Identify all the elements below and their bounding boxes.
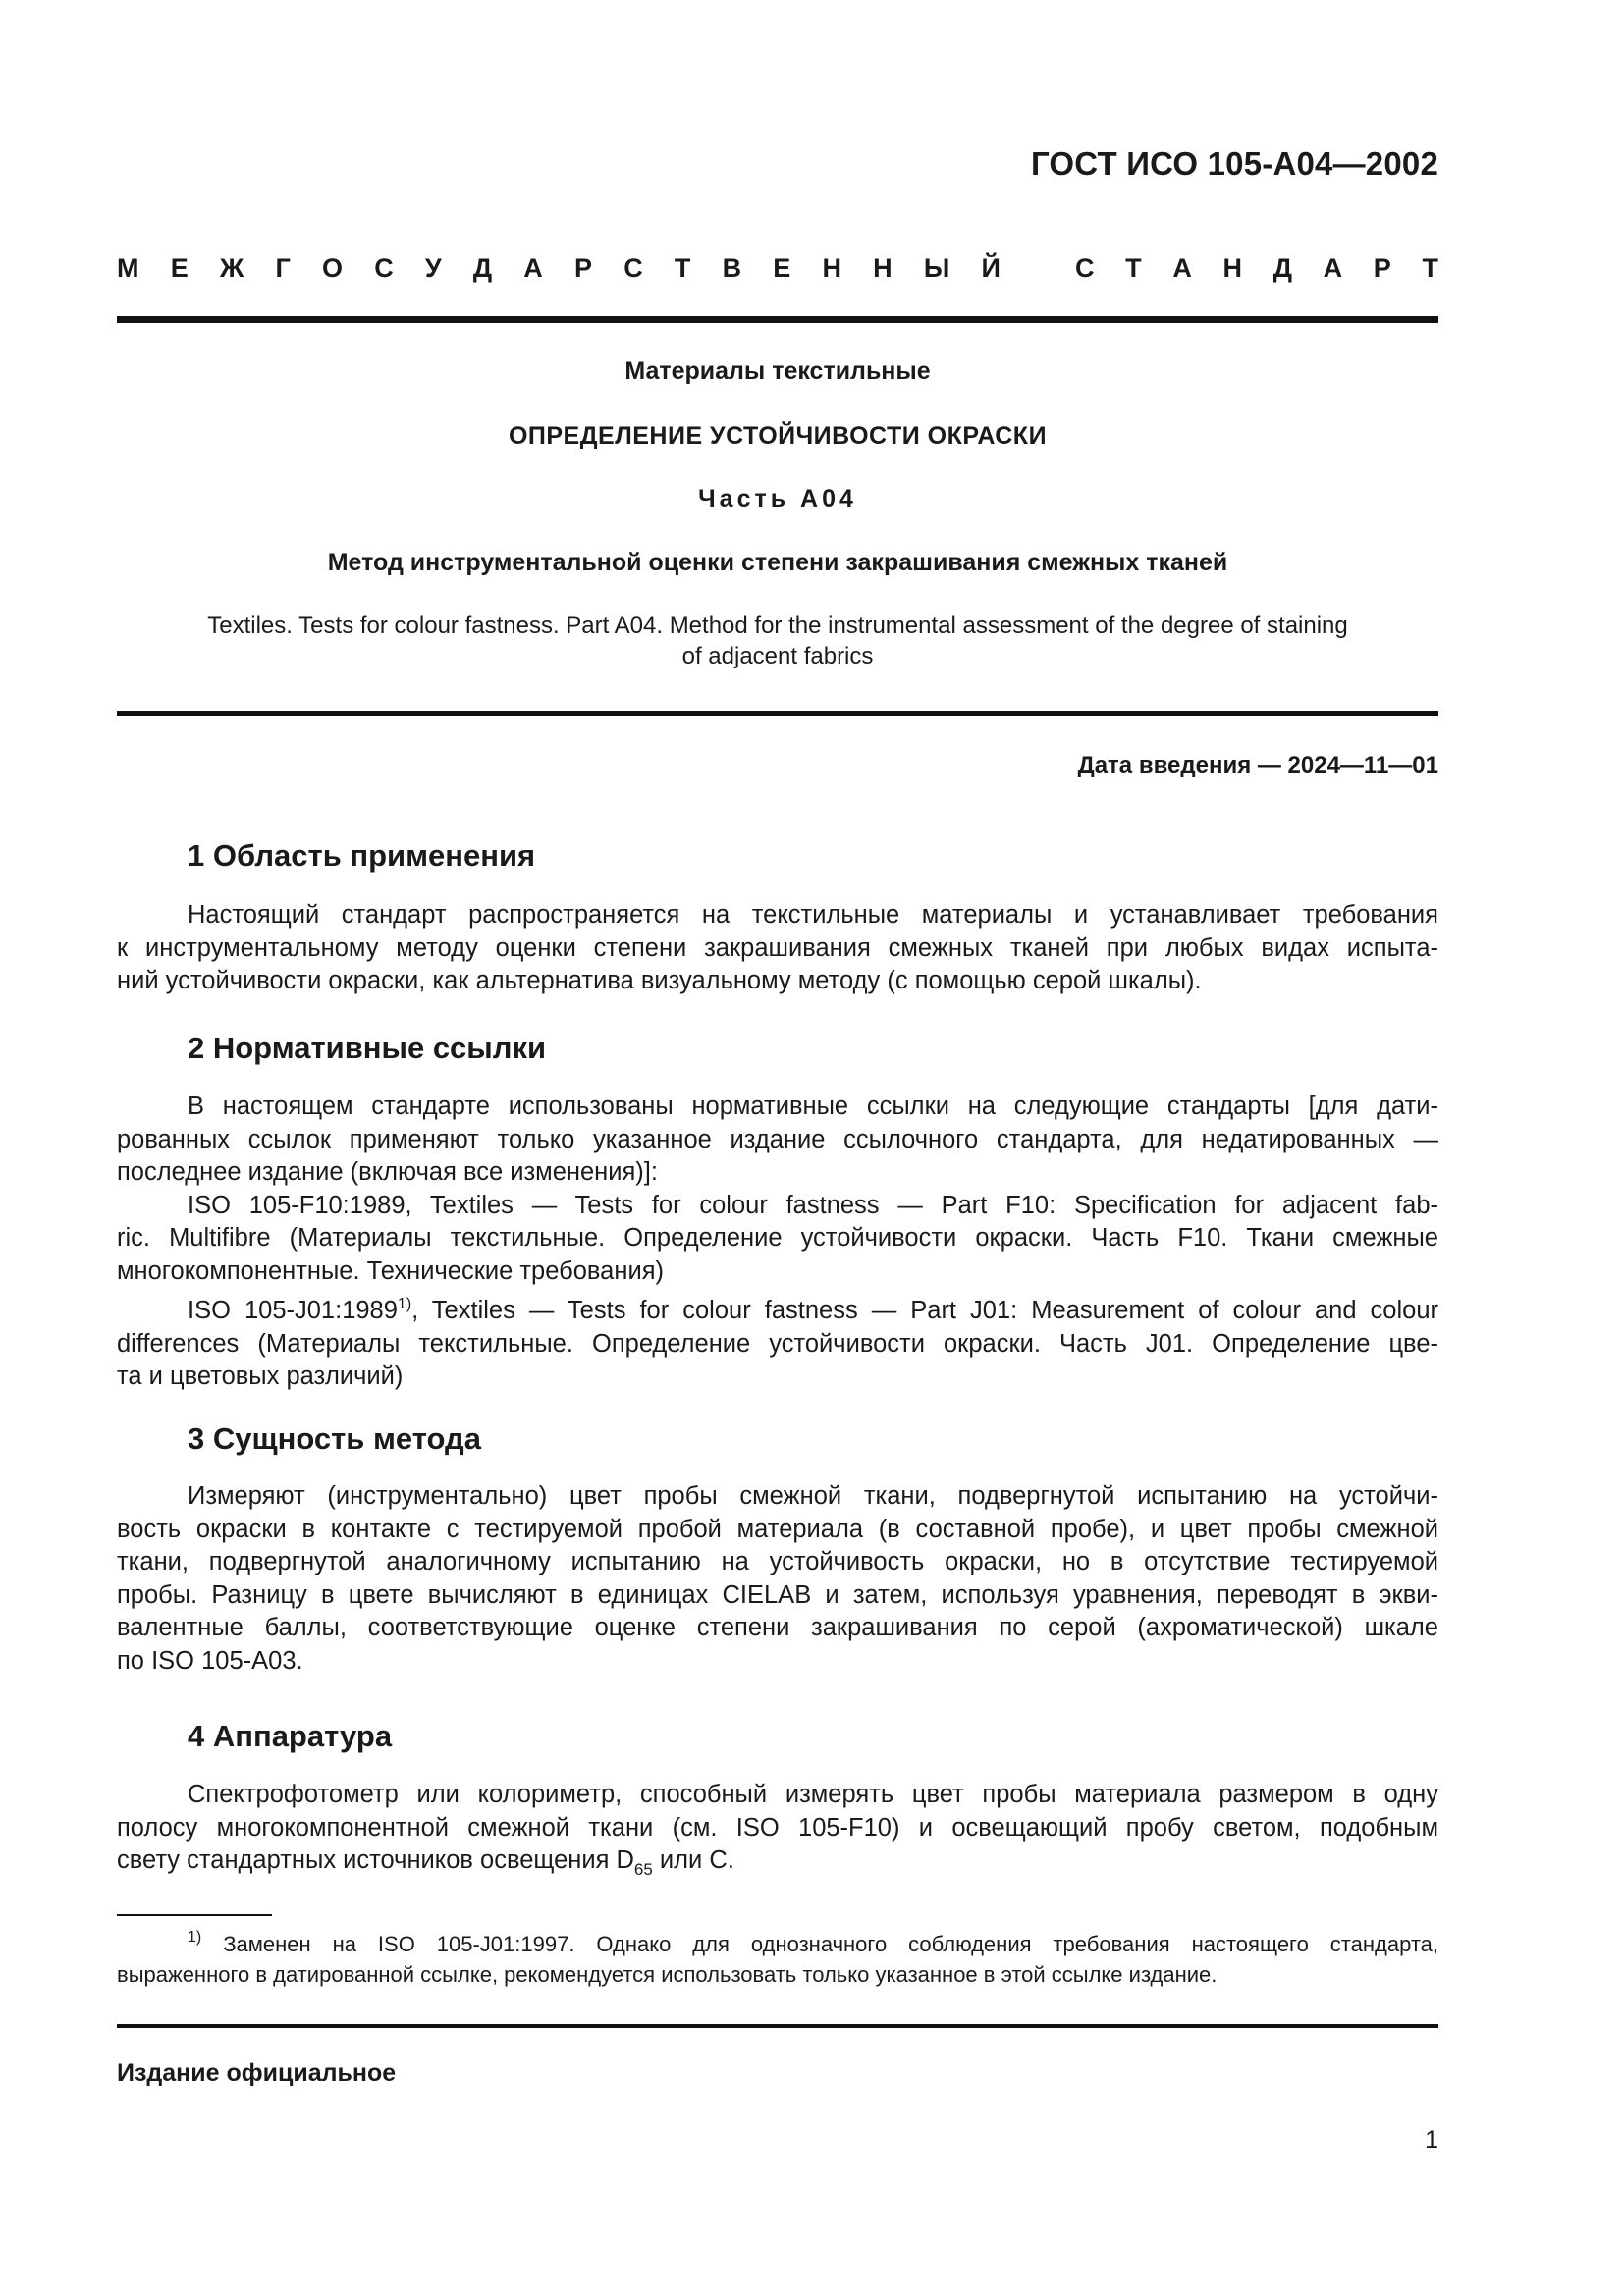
section-1-heading: 1 Область применения <box>188 838 536 873</box>
title-main: ОПРЕДЕЛЕНИЕ УСТОЙЧИВОСТИ ОКРАСКИ <box>508 422 1048 450</box>
section-3-heading: 3 Сущность метода <box>188 1421 481 1456</box>
section-4-body: Спектрофотометр или колориметр, способный измерять цвет пробы материала размером в одну полосу многокомпонентной смежной ткани (см. ISO 105-F10) и освещающий пробу светом, подобным свету стандартных источников освещения $D_{65}$ или С. <box>117 1779 1438 1887</box>
footnote-number: 1) <box>188 1929 202 1946</box>
title-group: Материалы текстильные <box>624 357 931 385</box>
title-rule <box>117 711 1438 716</box>
footer-rule <box>117 2024 1438 2028</box>
interstate-standard-banner <box>117 253 1438 284</box>
edition-label: Издание официальное <box>117 2059 397 2087</box>
illuminant-line: свету стандартных источников освещения $D_{65}$ или С. <box>117 1846 734 1879</box>
section-2-body: В настоящем стандарте использованы нормативные ссылки на следующие стандарты [для дати- рованных ссылок применяют только указанное издание ссылочного стандарта, для недатированных — последнее издание (включая все изменения)]: ISO 105-F10:1989, Textiles — Tests for colour fastness — Part F10: Specification for adjacent fab- ric. Multifibre (Материалы текстильные. Определение устойчивости окраски. Часть F10. Ткани смежные многокомпонентные. Технические требования) ISO 105-J01:1989$^{1)}$, Textiles — Tests for colour fastness — Part J01: Measurement of colour and colour differences (Материалы текстильные. Определение устойчивости окраски. Часть J01. Определение цве- та и цветовых различий) <box>117 1093 1438 1390</box>
banner-word-standard: С Т А Н Д А Р Т <box>1075 253 1438 283</box>
introduction-date: Дата введения — 2024—11—01 <box>1077 752 1438 778</box>
title-subtitle: Метод инструментальной оценки степени закрашивания смежных тканей <box>327 549 1228 576</box>
banner-word-interstate: М Е Ж Г О С У Д А Р С Т В Е Н Н Ы Й <box>117 253 1001 283</box>
page-number: 1 <box>1425 2126 1438 2154</box>
footnote-rule <box>117 1914 272 1916</box>
footnote-mark: 1) <box>397 1296 412 1312</box>
footnote: $^{1)}$ Заменен на ISO 105-J01:1997. Однако для однозначного соблюдения требования настоящего стандарта, выраженного в датированной ссылке, рекомендуется использовать только указанное в этой ссылке издание. <box>117 1929 1438 1987</box>
section-4-heading: 4 Аппаратура <box>188 1719 393 1753</box>
section-3-body: Измеряют (инструментально) цвет пробы смежной ткани, подвергнутой испытанию на устойчи- вость окраски в контакте с тестируемой пробой материала (в составной пробе), и цвет пробы смежной ткани, подвергнутой аналогичному испытанию на устойчивость окраски, но в отсутствие тестируемой пробы. Разницу в цвете вычисляют в единицах CIELAB и затем, используя уравнения, переводят в экви- валентные баллы, соответствующие оценке степени закрашивания по серой (ахроматической) шкале по ISO 105-A03. <box>117 1482 1438 1675</box>
title-english: Textiles. Tests for colour fastness. Part A04. Method for the instrumental assessment of the degree of staining of adjacent fabrics <box>207 613 1348 669</box>
reference-j01-line: ISO 105-J01:1989$^{1)}$, Textiles — Tests for colour fastness — Part J01: Measurement of colour and colour <box>188 1296 1438 1324</box>
section-2-heading: 2 Нормативные ссылки <box>188 1031 547 1065</box>
section-1-body: Настоящий стандарт распространяется на текстильные материалы и устанавливает требования к инструментальному методу оценки степени закрашивания смежных тканей при любых видах испыта- ний устойчивости окраски, как альтернатива визуальному методу (с помощью серой шкалы). <box>117 901 1438 994</box>
document-number: ГОСТ ИСО 105-А04—2002 <box>1030 145 1438 182</box>
illuminant-subscript: 65 <box>633 1860 653 1879</box>
header-rule <box>117 316 1438 323</box>
title-part: Часть А04 <box>698 485 857 512</box>
document-page <box>117 0 1438 2296</box>
